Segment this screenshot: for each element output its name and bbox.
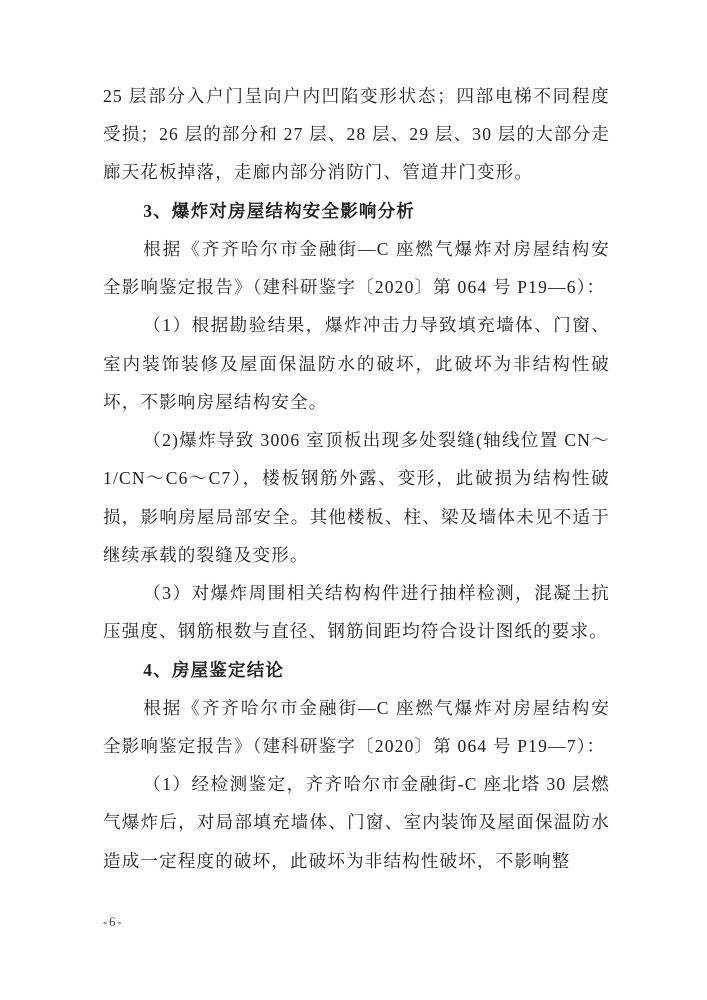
paragraph-conclusion-1: （1）经检测鉴定，齐齐哈尔市金融街-C 座北塔 30 层燃气爆炸后，对局部填充墙体、门窗、室内装饰及屋面保温防水造成一定程度的破坏，此破坏为非结构性破坏，不影响整 <box>103 774 610 871</box>
page-number: -6- <box>103 915 124 929</box>
paragraph-item-2: （2)爆炸导致 3006 室顶板出现多处裂缝(轴线位置 CN～1/CN～C6～C7），楼板钢筋外露、变形，此破损为结构性破损，影响房屋局部安全。其他楼板、柱、梁及墙体未见不适于继续承载的裂缝及变形。 <box>103 430 610 565</box>
paragraph-basis-section4: 根据《齐齐哈尔市金融街—C 座燃气爆炸对房屋结构安全影响鉴定报告》（建科研鉴字〔2020〕第 064 号 P19—7）： <box>103 697 610 756</box>
paragraph-item-1: （1）根据勘验结果，爆炸冲击力导致填充墙体、门窗、室内装饰装修及屋面保温防水的破坏，此破坏为非结构性破坏，不影响房屋结构安全。 <box>103 315 610 412</box>
paragraph-continuation: 25 层部分入户门呈向户内凹陷变形状态；四部电梯不同程度受损；26 层的部分和 27 层、28 层、29 层、30 层的大部分走廊天花板掉落，走廊内部分消防门、管道井门变形。 <box>103 86 610 183</box>
paragraph-item-3: （3）对爆炸周围相关结构构件进行抽样检测，混凝土抗压强度、钢筋根数与直径、钢筋间距均符合设计图纸的要求。 <box>103 583 610 642</box>
section-heading-3: 3、爆炸对房屋结构安全影响分析 <box>143 200 415 221</box>
paragraph-basis-section3: 根据《齐齐哈尔市金融街—C 座燃气爆炸对房屋结构安全影响鉴定报告》（建科研鉴字〔2020〕第 064 号 P19—6）： <box>103 238 610 298</box>
section-heading-4: 4、房屋鉴定结论 <box>143 659 285 680</box>
page-content <box>103 77 610 880</box>
